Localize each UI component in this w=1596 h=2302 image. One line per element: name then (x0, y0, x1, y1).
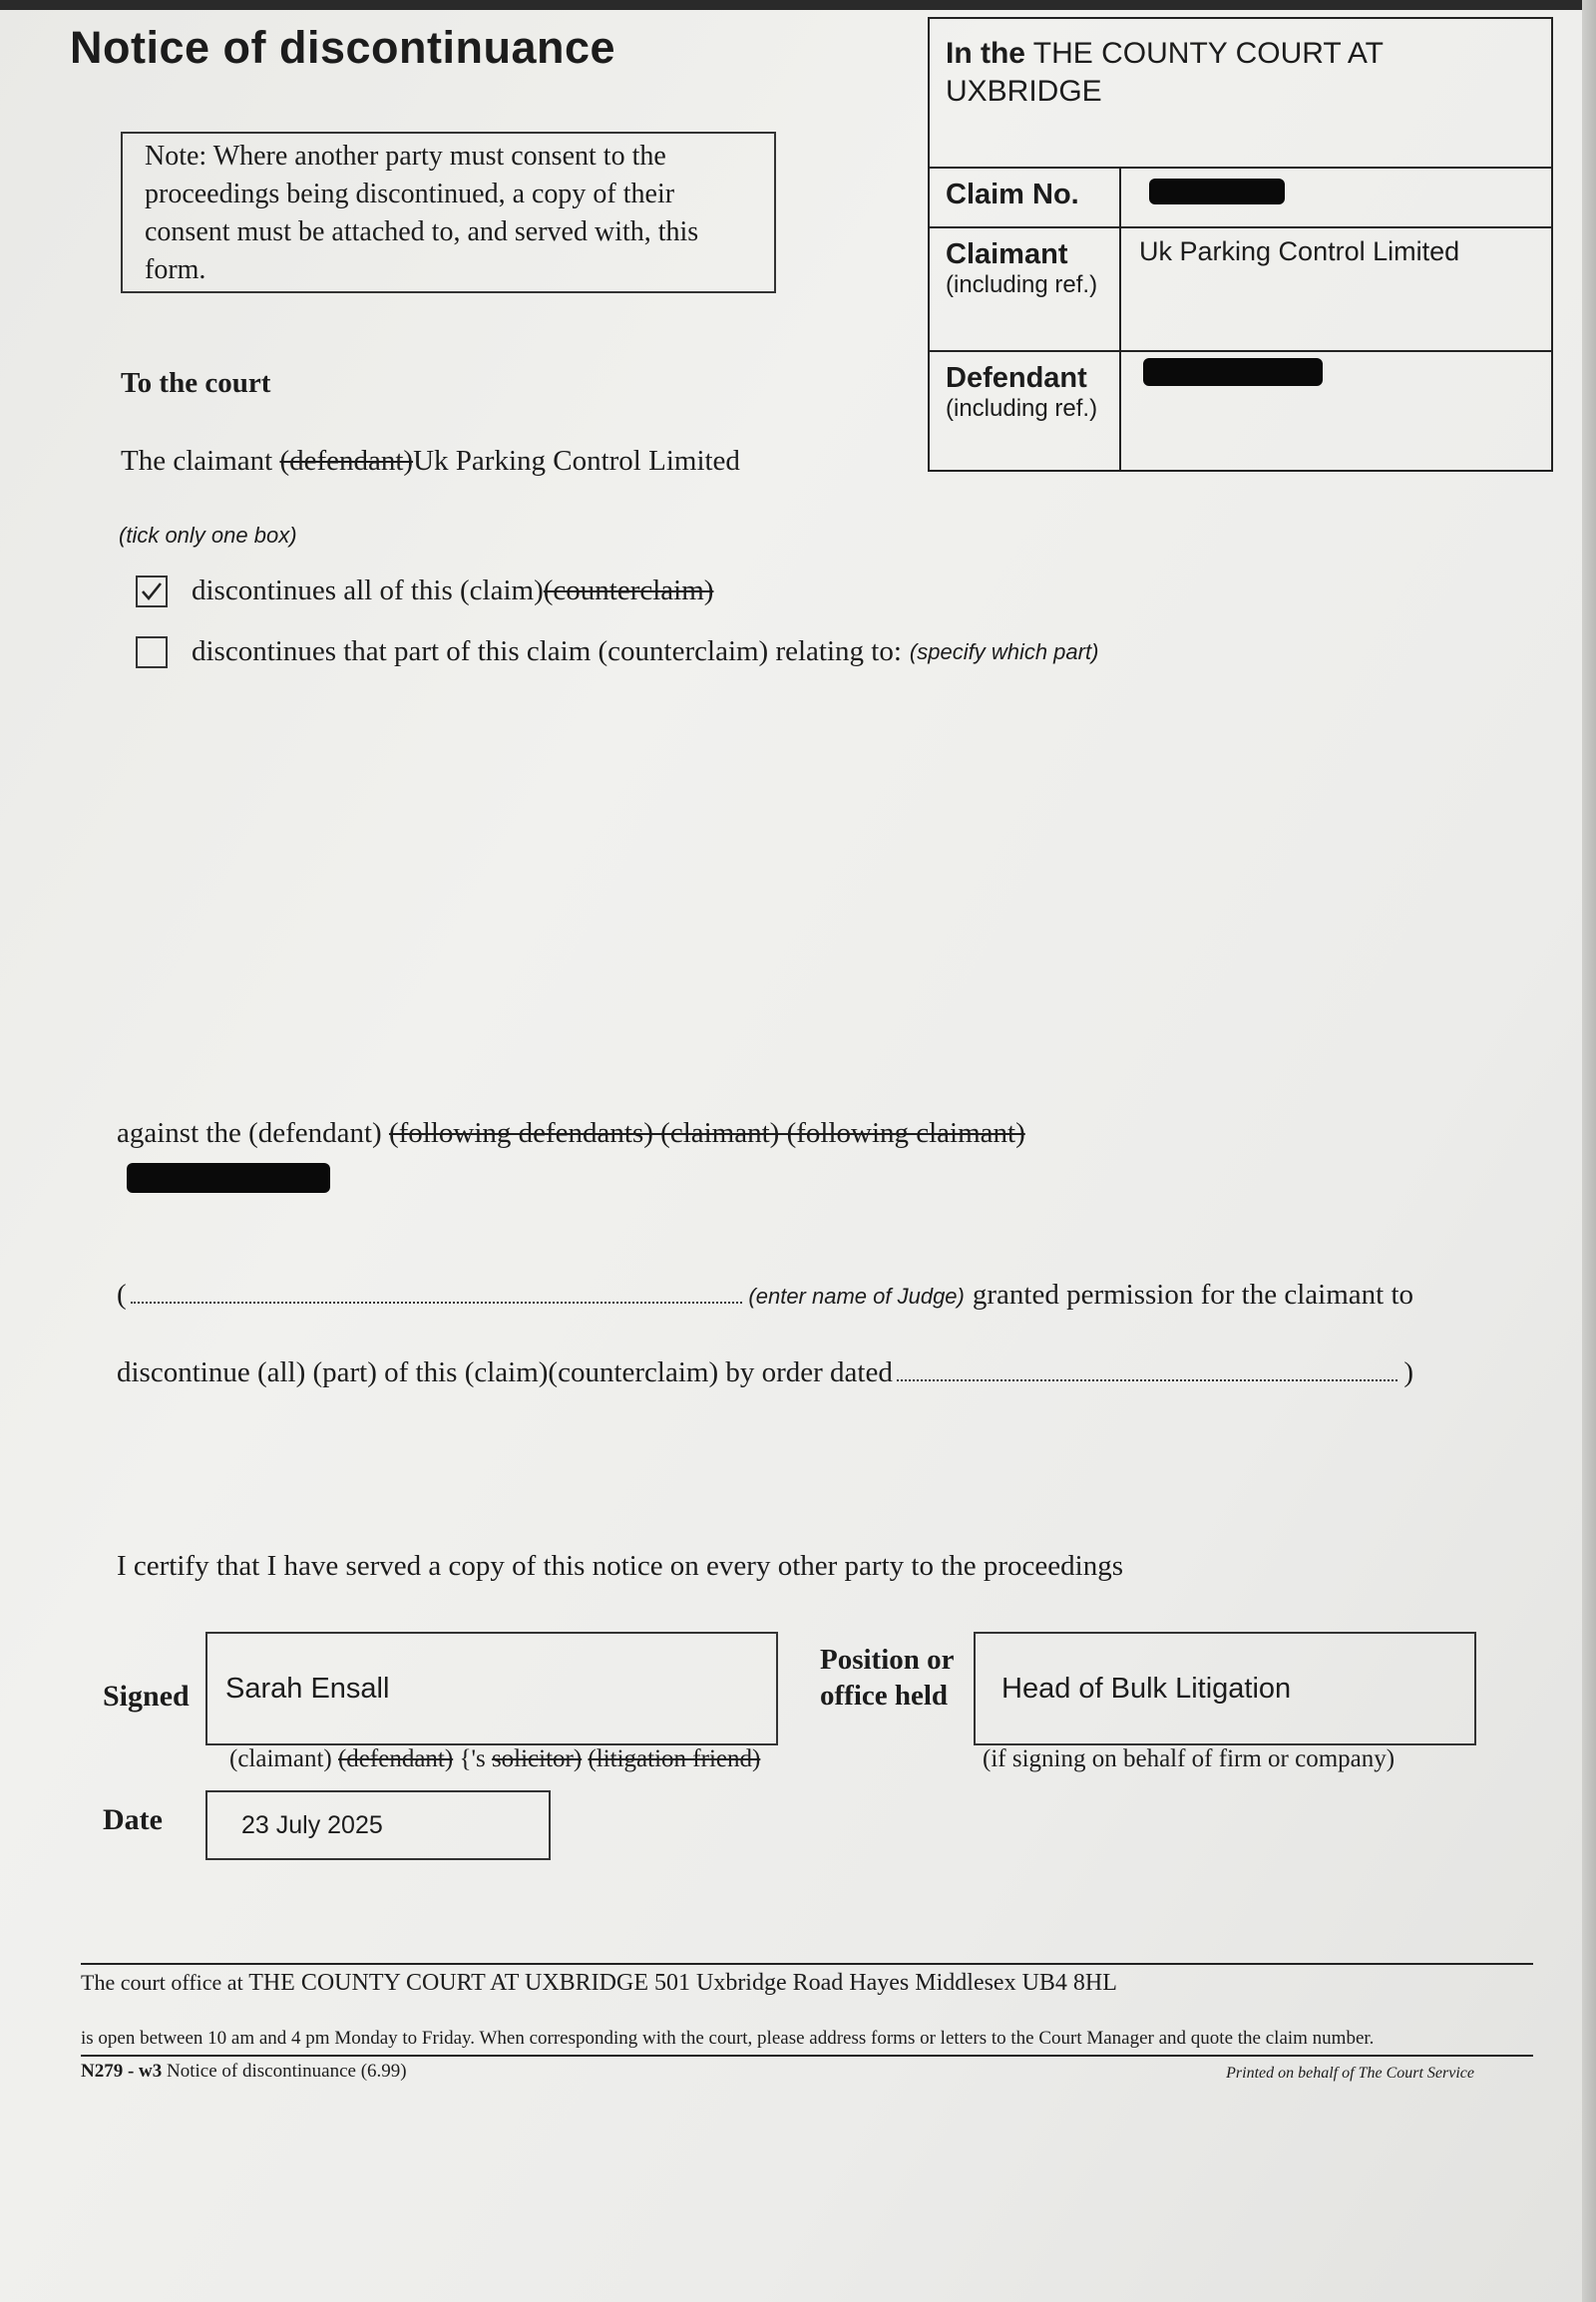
claimant-label-cell (930, 228, 1121, 350)
certify-statement: I certify that I have served a copy of this notice on every other party to the proceedings (117, 1550, 1123, 1582)
check-icon (140, 579, 164, 603)
against-struck: (following defendants) (claimant) (following claimant) (388, 1117, 1025, 1149)
form-name: Notice of discontinuance (6.99) (167, 2061, 407, 2082)
court-details-box (928, 17, 1553, 472)
form-code-line (81, 2061, 407, 2083)
struck-defendant: (defendant) (279, 445, 414, 477)
position-label (820, 1642, 955, 1714)
office-hours-line: is open between 10 am and 4 pm Monday to Friday. When corresponding with the court, please address forms or letters to the Court Manager and quote the claim number. (81, 2028, 1375, 2049)
position-sub-note: (if signing on behalf of firm or company) (983, 1745, 1396, 1772)
order-date-field[interactable] (897, 1379, 1397, 1381)
claimant-sub-label: (including ref.) (946, 271, 1098, 298)
claimant-name: Uk Parking Control Limited (413, 445, 740, 477)
option-discontinue-all (136, 575, 713, 607)
role-claimant: (claimant) (229, 1745, 332, 1772)
judge-open-bracket: ( (117, 1279, 127, 1311)
photo-edge-top (0, 0, 1596, 10)
claimant-statement (121, 445, 740, 478)
signed-label: Signed (103, 1680, 190, 1713)
claim-no-row (930, 169, 1551, 228)
role-possessive: {'s (459, 1745, 486, 1772)
redaction-defendant (1143, 358, 1323, 386)
claim-no-value (1129, 169, 1551, 226)
office-address: THE COUNTY COURT AT UXBRIDGE 501 Uxbridge Road Hayes Middlesex UB4 8HL (248, 1970, 1117, 1996)
consent-note: Note: Where another party must consent to the proceedings being discontinued, a copy of their consent must be attached to, and served with, this form. (121, 132, 776, 293)
office-prefix: The court office at (81, 1970, 243, 1995)
checkbox-discontinue-part[interactable] (136, 636, 168, 668)
claimant-label: Claimant (946, 238, 1068, 270)
court-office-line (81, 1970, 1117, 1997)
option-part-text: discontinues that part of this claim (counterclaim) relating to: (192, 635, 902, 667)
footer-rule-top (81, 1963, 1533, 1965)
against-prefix: against the (defendant) (117, 1117, 382, 1149)
claimant-row (930, 228, 1551, 352)
to-the-court-heading: To the court (121, 367, 271, 399)
signature-value: Sarah Ensall (225, 1672, 390, 1705)
photo-edge-right (1582, 0, 1596, 2302)
disc-prefix: discontinue (all) (part) of this (claim)(counterclaim) by order dated (117, 1356, 893, 1388)
position-label-line-1: Position or (820, 1644, 955, 1676)
option-part-hint: (specify which part) (909, 638, 1099, 664)
page-title: Notice of discontinuance (70, 22, 616, 73)
date-value: 23 July 2025 (241, 1810, 383, 1839)
judge-suffix: granted permission for the claimant to (972, 1279, 1413, 1311)
date-field[interactable] (205, 1790, 551, 1860)
court-name-cell (930, 19, 1551, 169)
position-field[interactable] (974, 1632, 1476, 1745)
option-all-text: discontinues all of this (claim) (192, 575, 544, 606)
discontinue-order-line (117, 1356, 1413, 1389)
judge-permission-line (117, 1279, 1413, 1312)
redaction-defendant-name (127, 1163, 330, 1193)
printed-by-line: Printed on behalf of The Court Service (1226, 2065, 1474, 2082)
form-code: N279 - w3 (81, 2061, 163, 2082)
defendant-label: Defendant (946, 362, 1087, 394)
claimant-prefix: The claimant (121, 445, 273, 477)
in-the-label: In the (946, 37, 1025, 70)
checkbox-discontinue-all[interactable] (136, 576, 168, 607)
position-label-line-2: office held (820, 1680, 949, 1712)
date-label: Date (103, 1803, 163, 1836)
defendant-row (930, 352, 1551, 472)
against-line (117, 1117, 1025, 1150)
option-all-struck: (counterclaim) (543, 575, 714, 606)
signature-role-options (229, 1745, 760, 1773)
judge-name-hint: (enter name of Judge) (748, 1284, 965, 1309)
role-litigation-friend: (litigation friend) (588, 1745, 761, 1772)
option-discontinue-part (136, 635, 1098, 668)
defendant-sub-label: (including ref.) (946, 395, 1098, 422)
redaction-claim-no (1149, 179, 1285, 204)
footer-rule-bottom (81, 2055, 1533, 2057)
court-name: THE COUNTY COURT AT UXBRIDGE (946, 37, 1384, 108)
claimant-value: Uk Parking Control Limited (1139, 236, 1460, 266)
claim-no-label-cell (930, 169, 1121, 226)
signature-field[interactable] (205, 1632, 778, 1745)
claim-no-label: Claim No. (946, 179, 1079, 210)
role-defendant: (defendant) (337, 1745, 454, 1772)
defendant-value (1129, 352, 1551, 472)
judge-name-field[interactable] (131, 1302, 743, 1304)
disc-close: ) (1403, 1356, 1413, 1388)
defendant-label-cell (930, 352, 1121, 472)
tick-instruction: (tick only one box) (119, 523, 297, 548)
role-solicitor: solicitor) (491, 1745, 583, 1772)
position-value: Head of Bulk Litigation (1001, 1672, 1292, 1705)
